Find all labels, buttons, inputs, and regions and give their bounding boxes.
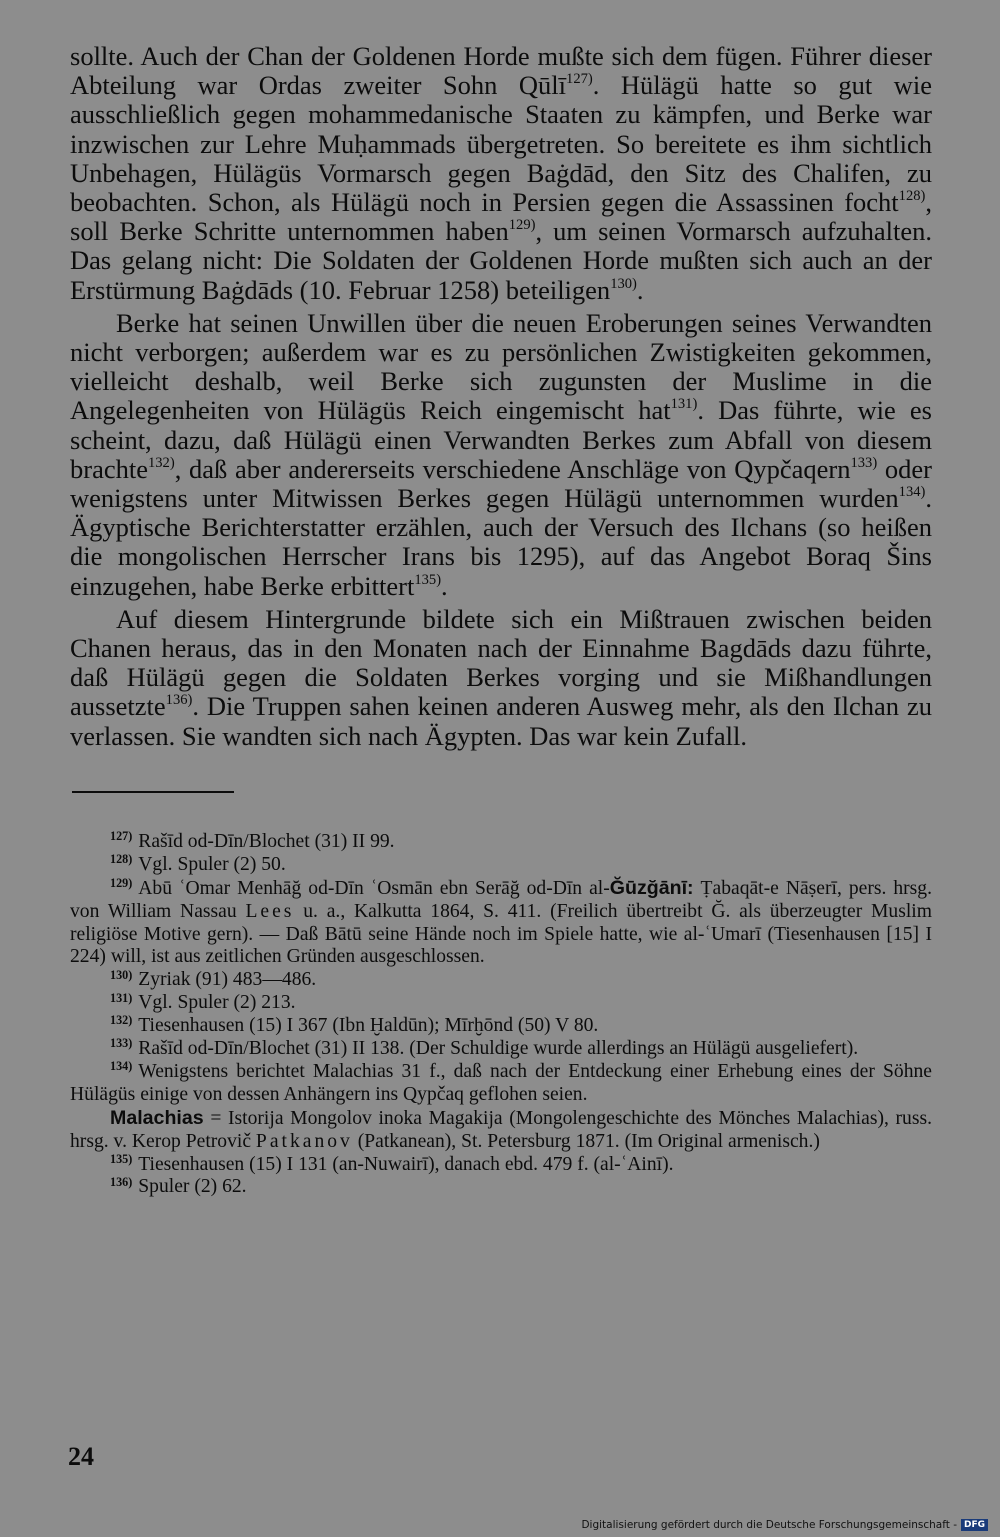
text-run: . Ägyptische Berichterstatter erzählen, auch der Versuch des Ilchans (so heißen die mongolischen Herrscher Irans bis 1295), auf das Angebot Boraq Šins einzugehen, habe Berke erbittert — [70, 483, 932, 601]
dfg-logo-icon: DFG — [961, 1519, 988, 1531]
text-run: . Die Truppen sahen keinen anderen Ausweg mehr, als den Ilchan zu verlassen. Sie wandten sich nach Ägypten. Das war kein Zufall. — [70, 691, 932, 751]
text-run: Rašīd od-Dīn/Blochet (31) II 99. — [138, 830, 395, 852]
footnote-separator — [72, 791, 234, 793]
text-run: . Hülägü hatte so gut wie ausschließlich gegen mohammedanische Staaten zu kämpfen, und Berke war inzwischen zur Lehre Muḥammads übergetreten. So bereitete es ihm sichtlich Unbehagen, Hülägüs Vormarsch gegen Baġdād, den Sitz des Chalifen, zu beobachten. Schon, als Hülägü noch in Persien gegen die Assassinen focht — [70, 70, 933, 218]
text-run: Spuler (2) 62. — [138, 1176, 247, 1198]
text-run: Zyriak (91) 483—486. — [138, 969, 317, 991]
text-run: , um seinen Vormarsch aufzuhalten. Das gelang nicht: Die Soldaten der Goldenen Horde mußten sich auch an der Erstürmung Baġdāds (10. Februar 1258) beteiligen — [70, 216, 932, 305]
text-run: (Patkanean), St. Petersburg 1871. (Im Original armenisch.) — [352, 1130, 820, 1152]
footnote — [70, 992, 932, 1015]
text-run: Abū ʿOmar Menhāğ od-Dīn ʿOsmān ebn Serāğ od-Dīn al- — [138, 877, 610, 899]
text-run: sollte. Auch der Chan der Goldenen Horde mußte sich dem fügen. Führer dieser Abteilung war Ordas zweiter Sohn Qūlī — [70, 41, 932, 101]
footnote — [70, 1107, 932, 1154]
digitization-credit — [581, 1519, 988, 1531]
footnote-reference: 132) — [147, 454, 175, 471]
text-run: oder wenigstens unter Mitwissen Berkes gegen Hülägü unternommen wurden — [70, 453, 932, 514]
text-run: . Das führte, wie es scheint, dazu, daß Hülägü einen Verwandten Berkes zum Abfall von diesem brachte — [70, 395, 932, 484]
footnote-reference: 130) — [610, 275, 637, 292]
paragraph — [70, 42, 932, 305]
footnote — [70, 1061, 932, 1107]
body-text — [70, 42, 932, 751]
footnote — [70, 1151, 932, 1177]
footnote — [70, 1038, 932, 1061]
bold-text: Ğūzğānī: — [609, 876, 694, 899]
text-run: Tiesenhausen (15) I 131 (an-Nuwairī), danach ebd. 479 f. (al-ʿAinī). — [138, 1153, 674, 1175]
text-run: Berke hat seinen Unwillen über die neuen Eroberungen seines Verwandten nicht verborgen; außerdem war es zu persönlichen Zwistigkeiten gekommen, vielleicht deshalb, weil Berke sich zugunsten der Muslime in die Angelegenheiten von Hülägüs Reich eingemischt hat — [70, 307, 932, 426]
text-run: Auf diesem Hintergrunde bildete sich ein Mißtrauen zwischen beiden Chanen heraus, das in den Monaten nach der Einnahme Bagdāds dazu führte, daß Hülägü gegen die Soldaten Berkes vorging und sie Mißhandlungen aussetzte — [70, 603, 932, 722]
text-run: u. a., Kalkutta 1864, S. 411. (Freilich übertreibt Ğ. als überzeugter Muslim religiöse Motive gern). — Daß Bātū seine Hände noch im Spiele hatte, wie al-ʿUmarī (Tiesenhausen [15] I 224) will, ist aus zeitlichen Gründen ausgeschlossen. — [70, 900, 932, 968]
bold-text: Malachias — [110, 1106, 204, 1129]
text-run: , daß aber andererseits verschiedene Anschläge von Qypčaqern — [174, 453, 851, 484]
footnote-reference: 135) — [414, 571, 442, 588]
footnote-number: 133) — [110, 1036, 133, 1051]
page-number: 24 — [68, 1442, 94, 1471]
footnote — [70, 877, 932, 970]
footnote-reference: 136) — [165, 692, 193, 709]
text-run: Rašīd od-Dīn/Blochet (31) II 138. (Der Schuldige wurde allerdings an Hülägü ausgeliefert). — [138, 1038, 859, 1060]
footnote-number: 136) — [110, 1174, 133, 1189]
credit-text: Digitalisierung gefördert durch die Deutsche Forschungsgemeinschaft - — [581, 1519, 957, 1531]
footnote — [70, 969, 932, 992]
footnote-number: 128) — [110, 852, 133, 867]
footnote — [70, 1015, 932, 1038]
footnote-number: 135) — [110, 1151, 133, 1166]
footnote-number: 130) — [110, 967, 133, 982]
footnote-reference: 128) — [898, 188, 926, 205]
footnote — [70, 1176, 932, 1199]
footnotes — [70, 831, 932, 1200]
text-run: = Istorija Mongolov inoka Magakija (Mongolengeschichte des Mönches Malachias), russ. hrsg. v. Kerop Petrovič — [70, 1107, 932, 1152]
text-run: Tiesenhausen (15) I 367 (Ibn Ḫaldūn); Mīrḫōnd (50) V 80. — [138, 1015, 599, 1037]
text-run: Vgl. Spuler (2) 213. — [138, 992, 296, 1014]
paragraph — [70, 309, 932, 601]
footnote-reference: 129) — [508, 217, 536, 234]
text-run: , soll Berke Schritte unternommen haben — [70, 187, 932, 247]
footnote-number: 127) — [110, 829, 133, 844]
footnote — [70, 854, 932, 877]
spaced-name: Lees — [245, 900, 295, 922]
paragraph — [70, 605, 932, 751]
text-run: Vgl. Spuler (2) 50. — [138, 853, 286, 875]
text-run: Wenigstens berichtet Malachias 31 f., daß nach der Entdeckung einer Erhebung eines der Söhne Hülägüs einige von dessen Anhängern ins Qypčaq geflohen seien. — [70, 1060, 932, 1105]
footnote-number: 134) — [110, 1059, 133, 1074]
text-run: . — [636, 274, 644, 305]
footnote-number: 131) — [110, 990, 133, 1005]
footnote-number: 132) — [110, 1013, 133, 1028]
text-run: Ṭabaqāt-e Nāṣerī, pers. hrsg. von William Nassau — [70, 877, 932, 922]
footnote-reference: 131) — [670, 396, 698, 413]
footnote-reference: 127) — [566, 71, 593, 88]
footnote-reference: 134) — [898, 484, 926, 501]
footnote — [70, 831, 932, 854]
footnote-number: 129) — [110, 876, 133, 891]
spaced-name: Patkanov — [255, 1130, 353, 1152]
footnote-reference: 133) — [850, 454, 878, 471]
text-run: . — [441, 570, 448, 601]
page-content — [70, 42, 932, 1199]
